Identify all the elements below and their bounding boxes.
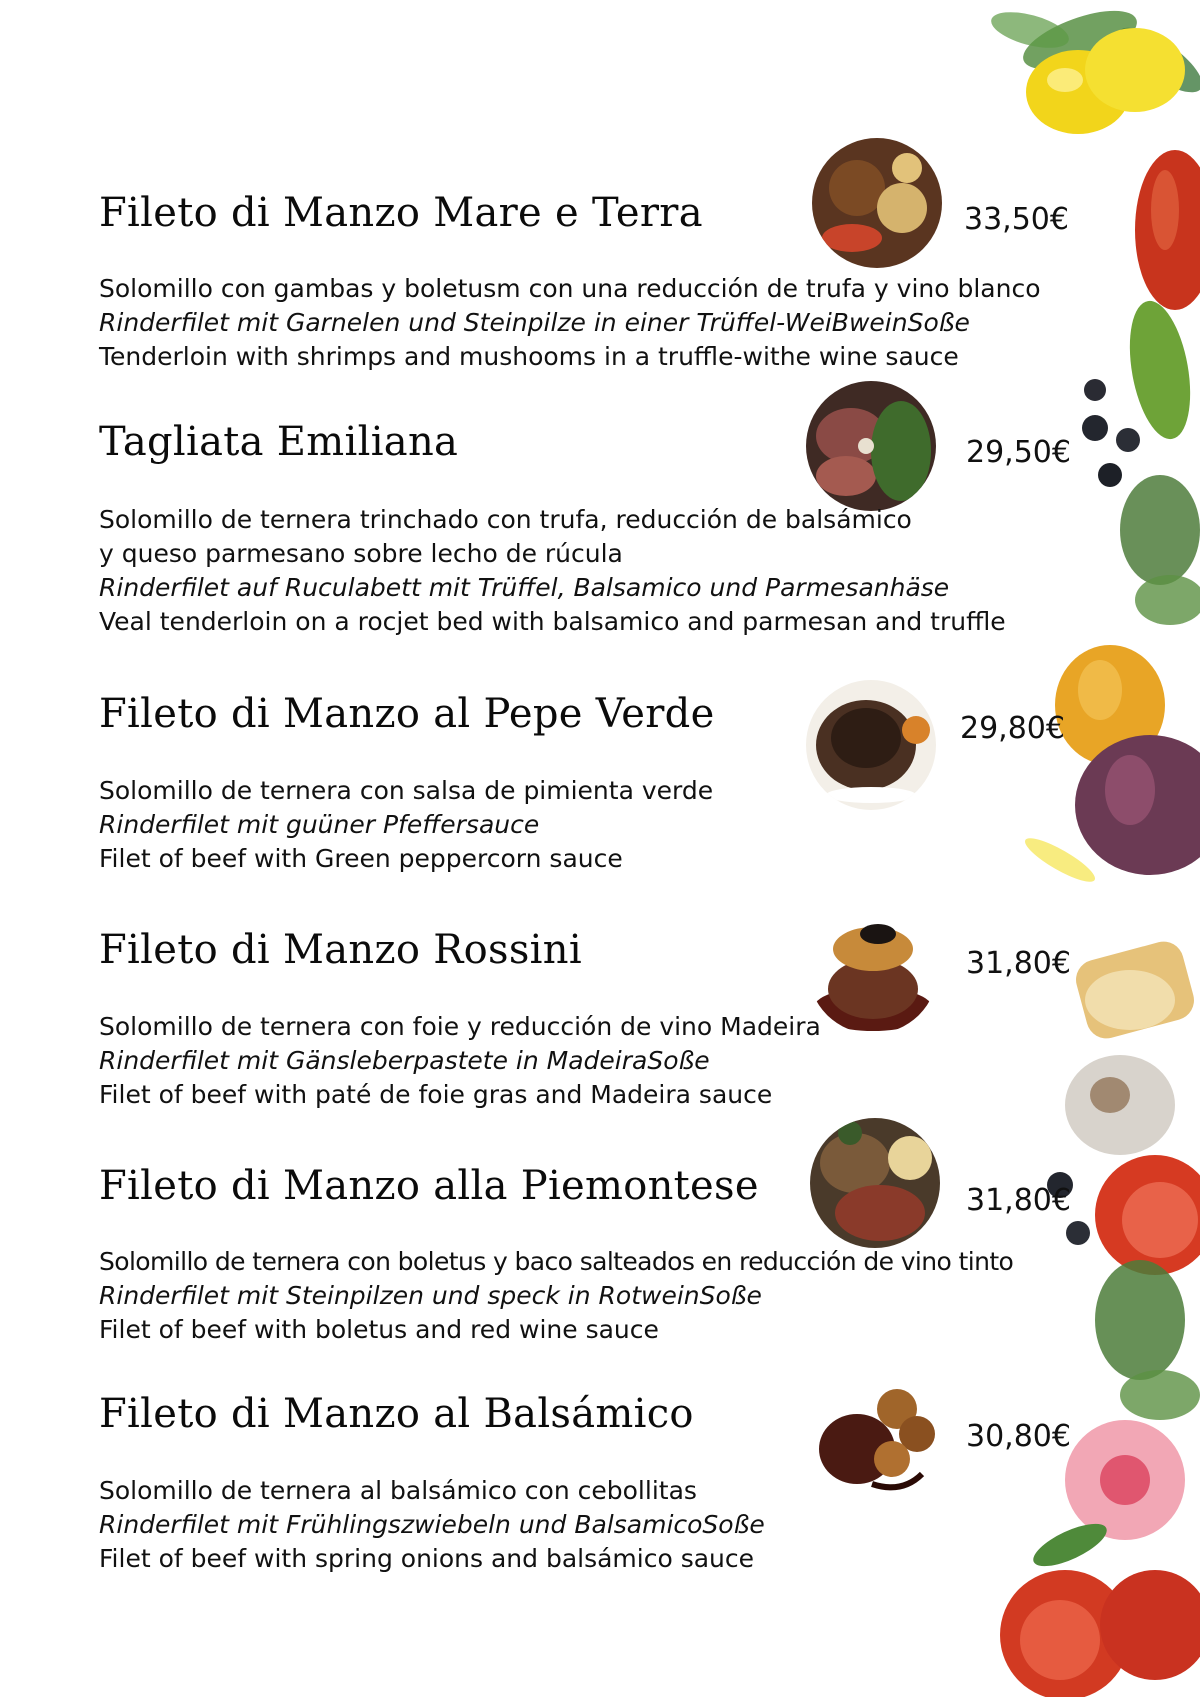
dish-name: Fileto di Manzo Mare e Terra (99, 190, 703, 236)
dish-photo (812, 138, 942, 268)
dish-name: Fileto di Manzo al Pepe Verde (99, 691, 715, 737)
description-en: Filet of beef with boletus and red wine sauce (99, 1315, 659, 1344)
dish-price: 29,50€ (966, 435, 1071, 470)
description-es: Solomillo de ternera trinchado con trufa, reducción de balsámico (99, 505, 912, 534)
dish-description (99, 1010, 821, 1112)
description-en: Tenderloin with shrimps and mushooms in a truffle-withe wine sauce (99, 342, 959, 371)
dish-price: 29,80€ (960, 711, 1065, 746)
dish-name: Fileto di Manzo al Balsámico (99, 1391, 694, 1437)
description-en: Filet of beef with spring onions and balsámico sauce (99, 1544, 755, 1573)
description-en: Veal tenderloin on a rocjet bed with balsamico and parmesan and truffle (99, 607, 1006, 636)
dish-description (99, 272, 1041, 374)
dish-price: 30,80€ (966, 1419, 1071, 1454)
dish-description (99, 1245, 1013, 1347)
dish-price: 31,80€ (966, 1183, 1071, 1218)
description-es: y queso parmesano sobre lecho de rúcula (99, 539, 623, 568)
dish-name: Tagliata Emiliana (99, 419, 459, 465)
description-en: Filet of beef with paté de foie gras and Madeira sauce (99, 1080, 773, 1109)
description-es: Solomillo de ternera con boletus y baco salteados en reducción de vino tinto (99, 1247, 1014, 1276)
description-en: Filet of beef with Green peppercorn sauce (99, 844, 623, 873)
description-de: Rinderfilet mit guüner Pfeffersauce (99, 810, 540, 839)
description-de: Rinderfilet mit Frühlingszwiebeln und BalsamicoSoße (99, 1510, 765, 1539)
description-de: Rinderfilet auf Ruculabett mit Trüffel, Balsamico und Parmesanhäse (99, 573, 950, 602)
dish-photo (808, 904, 938, 1034)
description-es: Solomillo con gambas y boletusm con una reducción de trufa y vino blanco (99, 274, 1041, 303)
dish-photo (812, 1374, 942, 1504)
dish-name: Fileto di Manzo Rossini (99, 927, 582, 973)
dish-photo (806, 381, 936, 511)
dish-name: Fileto di Manzo alla Piemontese (99, 1163, 759, 1209)
description-es: Solomillo de ternera con salsa de pimienta verde (99, 776, 714, 805)
description-de: Rinderfilet mit Gänsleberpastete in MadeiraSoße (99, 1046, 710, 1075)
description-es: Solomillo de ternera al balsámico con cebollitas (99, 1476, 697, 1505)
dish-photo (810, 1118, 940, 1248)
dish-description (99, 503, 1006, 639)
description-es: Solomillo de ternera con foie y reducción de vino Madeira (99, 1012, 821, 1041)
description-de: Rinderfilet mit Garnelen und Steinpilze in einer Trüffel-WeiBweinSoße (99, 308, 970, 337)
dish-price: 31,80€ (966, 946, 1071, 981)
dish-description (99, 1474, 765, 1576)
dish-photo (806, 680, 936, 810)
dish-price: 33,50€ (964, 202, 1069, 237)
dish-description (99, 774, 713, 876)
description-de: Rinderfilet mit Steinpilzen und speck in RotweinSoße (99, 1281, 762, 1310)
